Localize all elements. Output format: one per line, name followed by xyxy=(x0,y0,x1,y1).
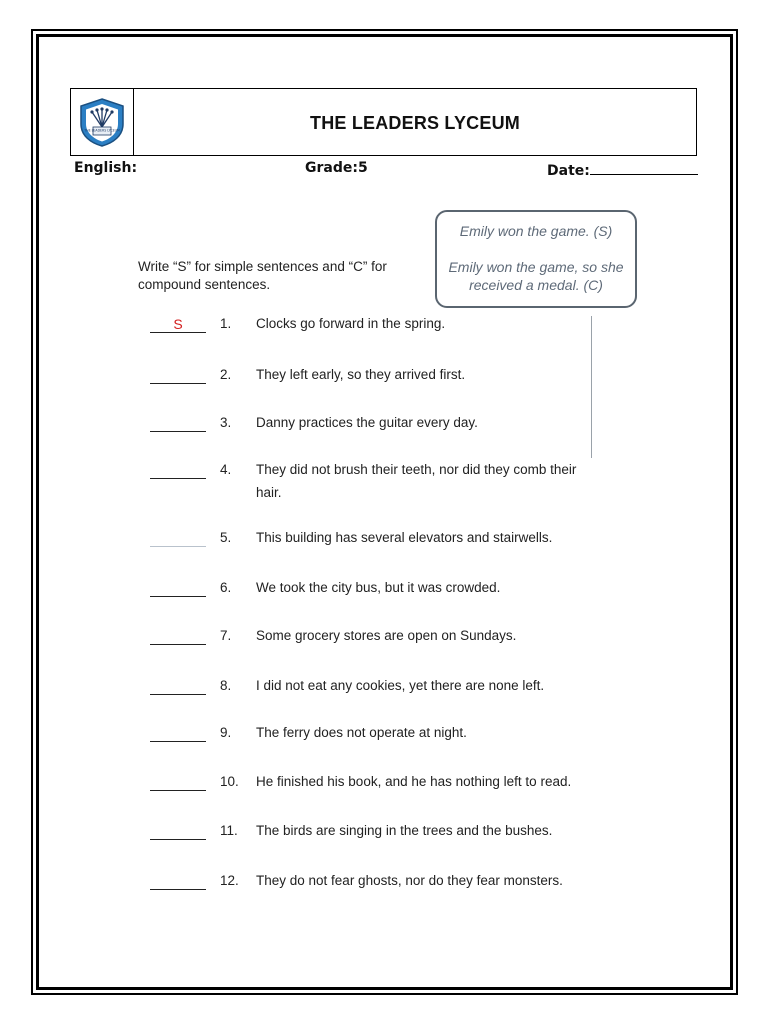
answer-blank[interactable] xyxy=(150,530,206,547)
subject-label: English: xyxy=(74,160,138,176)
instruction-text: Write “S” for simple sentences and “C” for compound sentences. xyxy=(138,259,387,292)
question-number: 2. xyxy=(220,367,232,382)
answer-blank[interactable] xyxy=(150,628,206,645)
answer-blank[interactable] xyxy=(150,678,206,695)
school-title: THE LEADERS LYCEUM xyxy=(310,113,520,133)
answer-blank[interactable] xyxy=(150,774,206,791)
question-text: They left early, so they arrived first. xyxy=(256,367,466,382)
question-text: He finished his book, and he has nothing left to read. xyxy=(256,774,572,789)
question-number: 12. xyxy=(220,873,239,888)
logo-cell xyxy=(71,89,134,155)
answer-blank[interactable] xyxy=(150,823,206,840)
question-number: 3. xyxy=(220,415,232,430)
question-text: The ferry does not operate at night. xyxy=(256,725,467,740)
question-number: 4. xyxy=(220,462,232,477)
divider-line xyxy=(591,316,592,458)
answer-blank[interactable]: S xyxy=(150,316,206,333)
answer-blank[interactable] xyxy=(150,462,206,479)
question-text: They did not brush their teeth, nor did they comb their hair. xyxy=(256,462,577,500)
example-simple: Emily won the game. (S) xyxy=(459,223,613,239)
question-text: Some grocery stores are open on Sundays. xyxy=(256,628,517,643)
answer-blank[interactable] xyxy=(150,367,206,384)
example-box xyxy=(435,210,637,308)
header-box xyxy=(70,88,697,156)
answer-blank[interactable] xyxy=(150,580,206,597)
logo-text: THE LEADERS LYCEUM xyxy=(84,128,120,133)
school-logo-icon xyxy=(76,96,128,148)
date-blank[interactable] xyxy=(590,160,698,175)
question-number: 5. xyxy=(220,530,232,545)
question-number: 7. xyxy=(220,628,232,643)
question-text: Danny practices the guitar every day. xyxy=(256,415,478,430)
grade-label: Grade:5 xyxy=(305,160,368,176)
question-number: 6. xyxy=(220,580,232,595)
question-number: 10. xyxy=(220,774,239,789)
answer-blank[interactable] xyxy=(150,873,206,890)
question-number: 1. xyxy=(220,316,232,331)
question-text: We took the city bus, but it was crowded. xyxy=(256,580,501,595)
date-field[interactable] xyxy=(547,160,698,179)
question-text: This building has several elevators and stairwells. xyxy=(256,530,553,545)
question-number: 8. xyxy=(220,678,232,693)
example-compound: Emily won the game, so she received a medal. (C) xyxy=(448,259,624,293)
question-text: They do not fear ghosts, nor do they fear monsters. xyxy=(256,873,563,888)
question-text: I did not eat any cookies, yet there are none left. xyxy=(256,678,545,693)
question-text: The birds are singing in the trees and the bushes. xyxy=(256,823,553,838)
answer-blank[interactable] xyxy=(150,415,206,432)
question-number: 9. xyxy=(220,725,232,740)
date-label: Date: xyxy=(547,163,590,179)
answer-blank[interactable] xyxy=(150,725,206,742)
question-number: 11. xyxy=(220,823,238,838)
question-text: Clocks go forward in the spring. xyxy=(256,316,446,331)
